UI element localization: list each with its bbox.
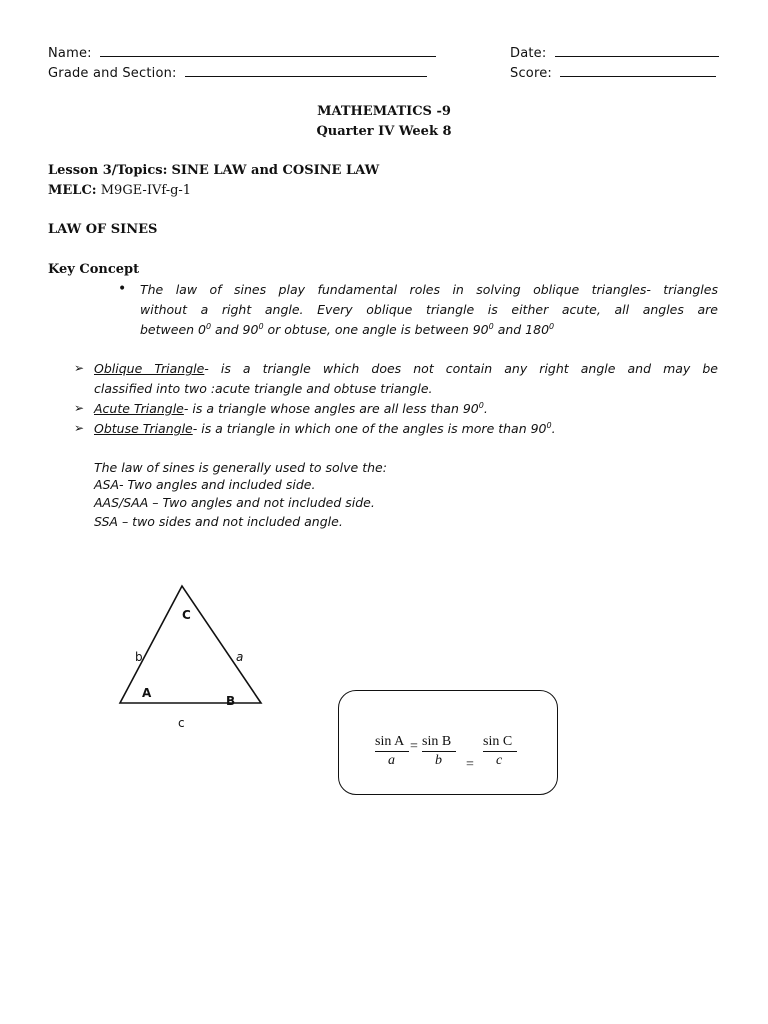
key-concept-line1: The law of sines play fundamental roles in solving oblique triangles- triangles (140, 282, 718, 297)
formula-eq2: = (466, 757, 474, 772)
arrow-bullet-icon: ➢ (74, 421, 85, 435)
formula-num-c: sin C (483, 734, 513, 749)
num-a-text: sin A (375, 734, 405, 749)
topics-value: SINE LAW and COSINE LAW (171, 163, 380, 178)
line3-part-a: between 0 (140, 322, 206, 338)
degree-sup: 0 (546, 421, 552, 430)
fraction-bar-b (422, 751, 456, 752)
degree-sup: 0 (205, 322, 212, 331)
obtuse-def-end: . (551, 421, 556, 437)
side-b-label: b (135, 650, 143, 664)
formula-num-a (375, 734, 404, 750)
topics-label: Lesson 3/Topics: (48, 163, 168, 178)
obtuse-term: Obtuse Triangle (94, 421, 193, 437)
score-label: Score: (510, 66, 552, 81)
grade-label: Grade and Section: (48, 66, 177, 81)
degree-sup: 0 (478, 401, 484, 410)
melc-label: MELC: (48, 183, 97, 198)
arrow-bullet-icon: ➢ (74, 361, 85, 375)
degree-sup: 0 (258, 322, 264, 331)
line3-part-c: or obtuse, one angle is between 90 (263, 322, 489, 338)
vertex-c-label: C (182, 608, 191, 622)
melc-value: M9GE-IVf-g-1 (100, 183, 192, 198)
vertex-b-label: B (226, 694, 236, 708)
name-label: Name: (48, 46, 92, 61)
formula-den-b: b (435, 753, 442, 768)
fraction-bar-a (375, 751, 409, 752)
oblique-term: Oblique Triangle (94, 361, 205, 376)
oblique-def-text: - is a triangle which does not contain any right angle and may be (204, 361, 718, 376)
degree-sup: 0 (549, 322, 555, 331)
degree-sup: 0 (488, 322, 494, 331)
vertex-a-label: A (142, 686, 152, 700)
side-c-label: c (178, 716, 185, 730)
acute-term: Acute Triangle (94, 401, 184, 417)
acute-def-text: - is a triangle whose angles are all less than 90 (183, 401, 479, 417)
subject-title: MATHEMATICS -9 (317, 104, 451, 119)
obtuse-def-text: - is a triangle in which one of the angles is more than 90 (192, 421, 547, 437)
usage-aas: AAS/SAA – Two angles and not included side. (94, 495, 375, 510)
key-concept-line2: without a right angle. Every oblique triangle is either acute, all angles are (140, 302, 718, 317)
section-heading: LAW OF SINES (48, 222, 158, 237)
usage-ssa: SSA – two sides and not included angle. (94, 514, 343, 529)
oblique-def-line2: classified into two :acute triangle and obtuse triangle. (94, 381, 433, 396)
formula-den-c: c (496, 753, 503, 768)
date-label: Date: (510, 46, 547, 61)
side-a-label: a (236, 650, 244, 664)
acute-def-end: . (483, 401, 488, 417)
formula-eq1: = (410, 739, 418, 754)
arrow-bullet-icon: ➢ (74, 401, 85, 415)
usage-asa: ASA- Two angles and included side. (94, 477, 316, 492)
bullet-dot-icon: • (118, 281, 127, 297)
formula-num-b: sin B (422, 734, 452, 749)
key-concept-heading: Key Concept (48, 262, 140, 277)
line3-part-d: and 180 (493, 322, 550, 338)
formula-den-a: a (388, 753, 395, 768)
quarter-title: Quarter IV Week 8 (316, 124, 452, 139)
usage-intro: The law of sines is generally used to solve the: (94, 460, 387, 475)
fraction-bar-c (483, 751, 517, 752)
line3-part-b: and 90 (211, 322, 259, 338)
